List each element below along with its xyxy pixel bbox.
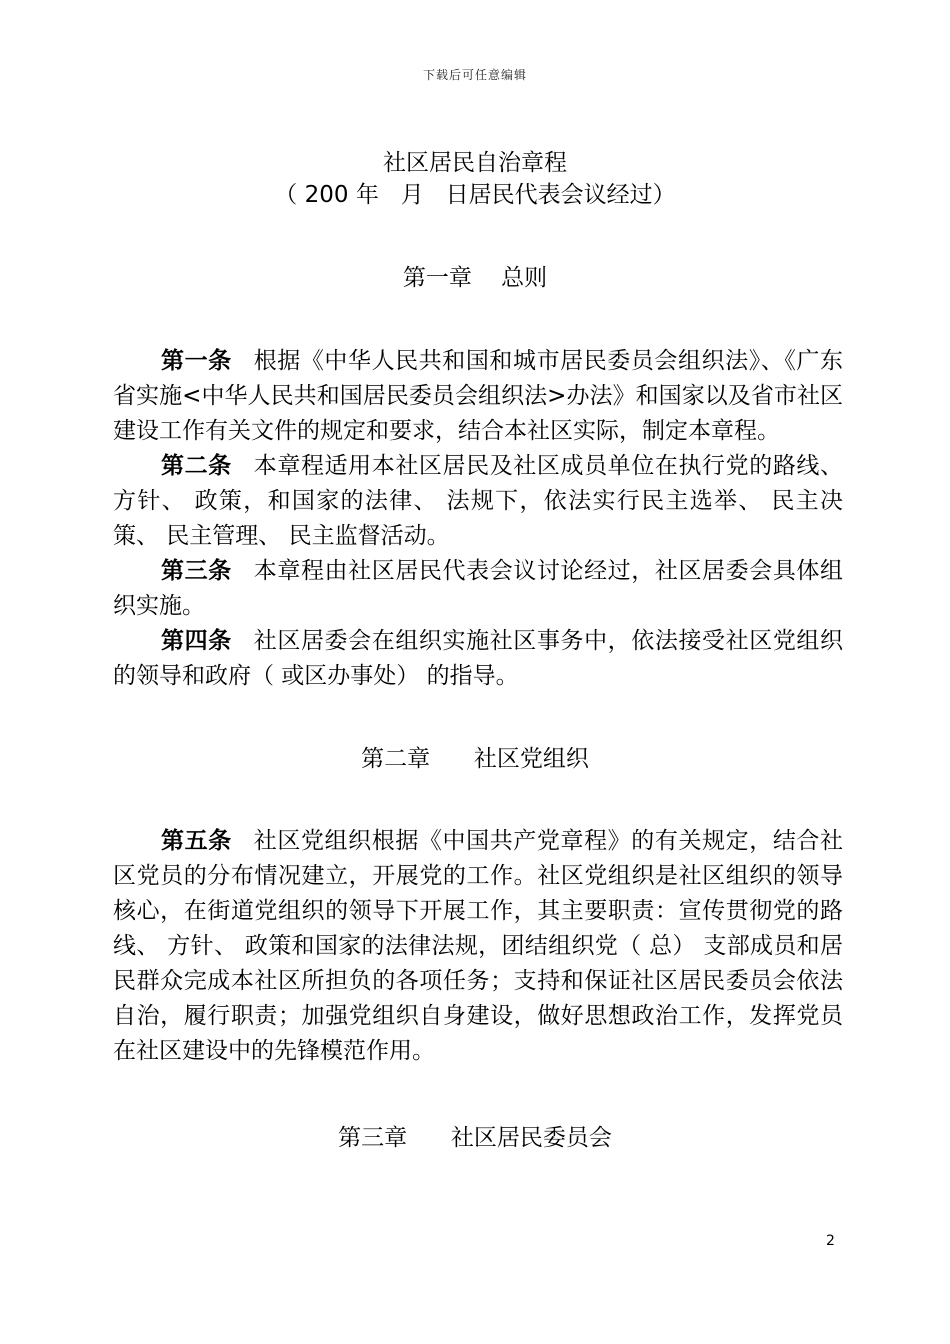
document-subtitle: （ 200 年 月 日居民代表会议经过） [274,182,676,208]
article-4-text: 社区居委会在组织实施社区事务中，依法接受社区党组织的领导和政府（ 或区办事处） 的指导。 [113,628,844,689]
page-number: 2 [826,1233,835,1249]
article-3-label: 第三条 [161,558,232,584]
article-1-label: 第一条 [161,348,232,374]
article-5-label: 第五条 [161,828,232,854]
article-4-label: 第四条 [161,628,232,654]
document-title: 社区居民自治章程 [383,150,567,176]
chapter-3-title: 第三章 社区居民委员会 [338,1125,612,1151]
article-3 [113,554,843,624]
article-4 [113,624,843,694]
article-3-text: 本章程由社区居民代表会议讨论经过，社区居委会具体组织实施。 [113,558,844,619]
article-2 [113,449,843,554]
article-2-text: 本章程适用本社区居民及社区成员单位在执行党的路线、方针、 政策，和国家的法律、 法规下，依法实行民主选举、 民主决策、 民主管理、 民主监督活动。 [113,453,844,549]
article-2-label: 第二条 [161,453,232,479]
article-1 [113,344,843,449]
chapter-1-title: 第一章 总则 [402,265,548,291]
article-5 [113,824,843,1069]
article-1-text: 根据《中华人民共和国和城市居民委员会组织法》、《广东省实施<中华人民共和国居民委员会组织法>办法》和国家以及省市社区建设工作有关文件的规定和要求，结合本社区实际，制定本章程。 [113,348,844,444]
chapter-2-title: 第二章 社区党组织 [361,746,589,772]
page-header-note: 下载后可任意编辑 [422,68,527,82]
article-5-text: 社区党组织根据《中国共产党章程》的有关规定，结合社区党员的分布情况建立，开展党的工作。社区党组织是社区组织的领导核心，在街道党组织的领导下开展工作，其主要职责：宣传贯彻党的路线、 方针、 政策和国家的法律法规，团结组织党（ 总） 支部成员和居民群众完成本社区所担负的各项任务；支持和保证社区居民委员会依法自治，履行职责；加强党组织自身建设，做好思想政治工作，发挥党员在社区建设中的先锋模范作用。 [113,828,844,1064]
